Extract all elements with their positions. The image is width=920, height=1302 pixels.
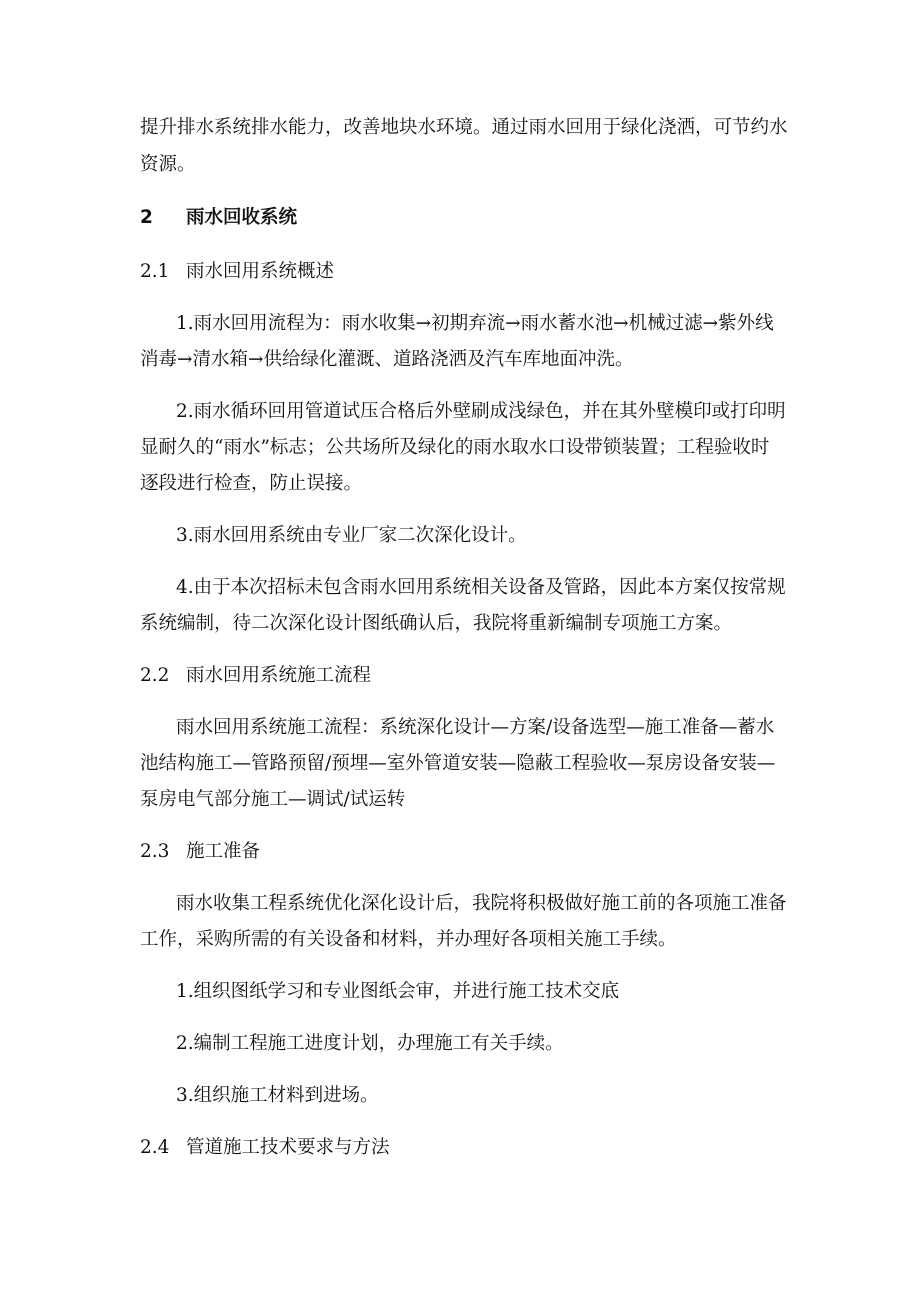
section-number: 2.3: [140, 841, 170, 862]
list-item: 2.编制工程施工进度计划，办理施工有关手续。: [176, 1033, 564, 1054]
intro-line-2: 资源。: [140, 154, 196, 175]
intro-line-1: 提升排水系统排水能力，改善地块水环境。通过雨水回用于绿化浇洒，可节约水: [140, 117, 788, 138]
section-title: 雨水回用系统施工流程: [186, 665, 372, 686]
section-title: 雨水回用系统概述: [186, 261, 335, 282]
paragraph-line: 雨水收集工程系统优化深化设计后，我院将积极做好施工前的各项施工准备: [176, 893, 787, 914]
paragraph-line: 雨水回用系统施工流程：系统深化设计—方案/设备选型—施工准备—蓄水: [176, 717, 775, 738]
paragraph-line: 显耐久的“雨水”标志；公共场所及绿化的雨水取水口设带锁装置；工程验收时: [140, 437, 770, 458]
section-number: 2: [140, 207, 153, 228]
paragraph-line: 系统编制，待二次深化设计图纸确认后，我院将重新编制专项施工方案。: [140, 613, 733, 634]
paragraph-line: 1.雨水回用流程为：雨水收集→初期弃流→雨水蓄水池→机械过滤→紫外线: [176, 313, 774, 334]
paragraph-line: 工作，采购所需的有关设备和材料，并办理好各项相关施工手续。: [140, 929, 677, 950]
list-item: 3.组织施工材料到进场。: [176, 1085, 379, 1106]
section-number: 2.1: [140, 261, 170, 282]
section-2-2-heading: [140, 664, 371, 688]
paragraph-line: 3.雨水回用系统由专业厂家二次深化设计。: [176, 525, 527, 546]
section-2-heading: [140, 206, 297, 230]
list-item: 1.组织图纸学习和专业图纸会审，并进行施工技术交底: [176, 981, 620, 1002]
section-number: 2.2: [140, 665, 170, 686]
paragraph-line: 逐段进行检查，防止误接。: [140, 473, 363, 494]
section-2-3-heading: [140, 840, 260, 864]
paragraph-line: 池结构施工—管路预留/预埋—室外管道安装—隐蔽工程验收—泵房设备安装—: [140, 753, 776, 774]
paragraph-line: 4.由于本次招标未包含雨水回用系统相关设备及管路，因此本方案仅按常规: [176, 577, 786, 598]
paragraph-line: 2.雨水循环回用管道试压合格后外壁刷成浅绿色，并在其外壁模印或打印明: [176, 401, 786, 422]
section-2-4-heading: [140, 1136, 390, 1160]
paragraph-line: 消毒→清水箱→供给绿化灌溉、道路浇洒及汽车库地面冲洗。: [140, 349, 634, 370]
section-title: 管道施工技术要求与方法: [186, 1137, 390, 1158]
section-number: 2.4: [140, 1137, 170, 1158]
section-2-1-heading: [140, 260, 334, 284]
paragraph-line: 泵房电气部分施工—调试/试运转: [140, 789, 406, 810]
section-title: 雨水回收系统: [186, 207, 298, 228]
section-title: 施工准备: [186, 841, 261, 862]
